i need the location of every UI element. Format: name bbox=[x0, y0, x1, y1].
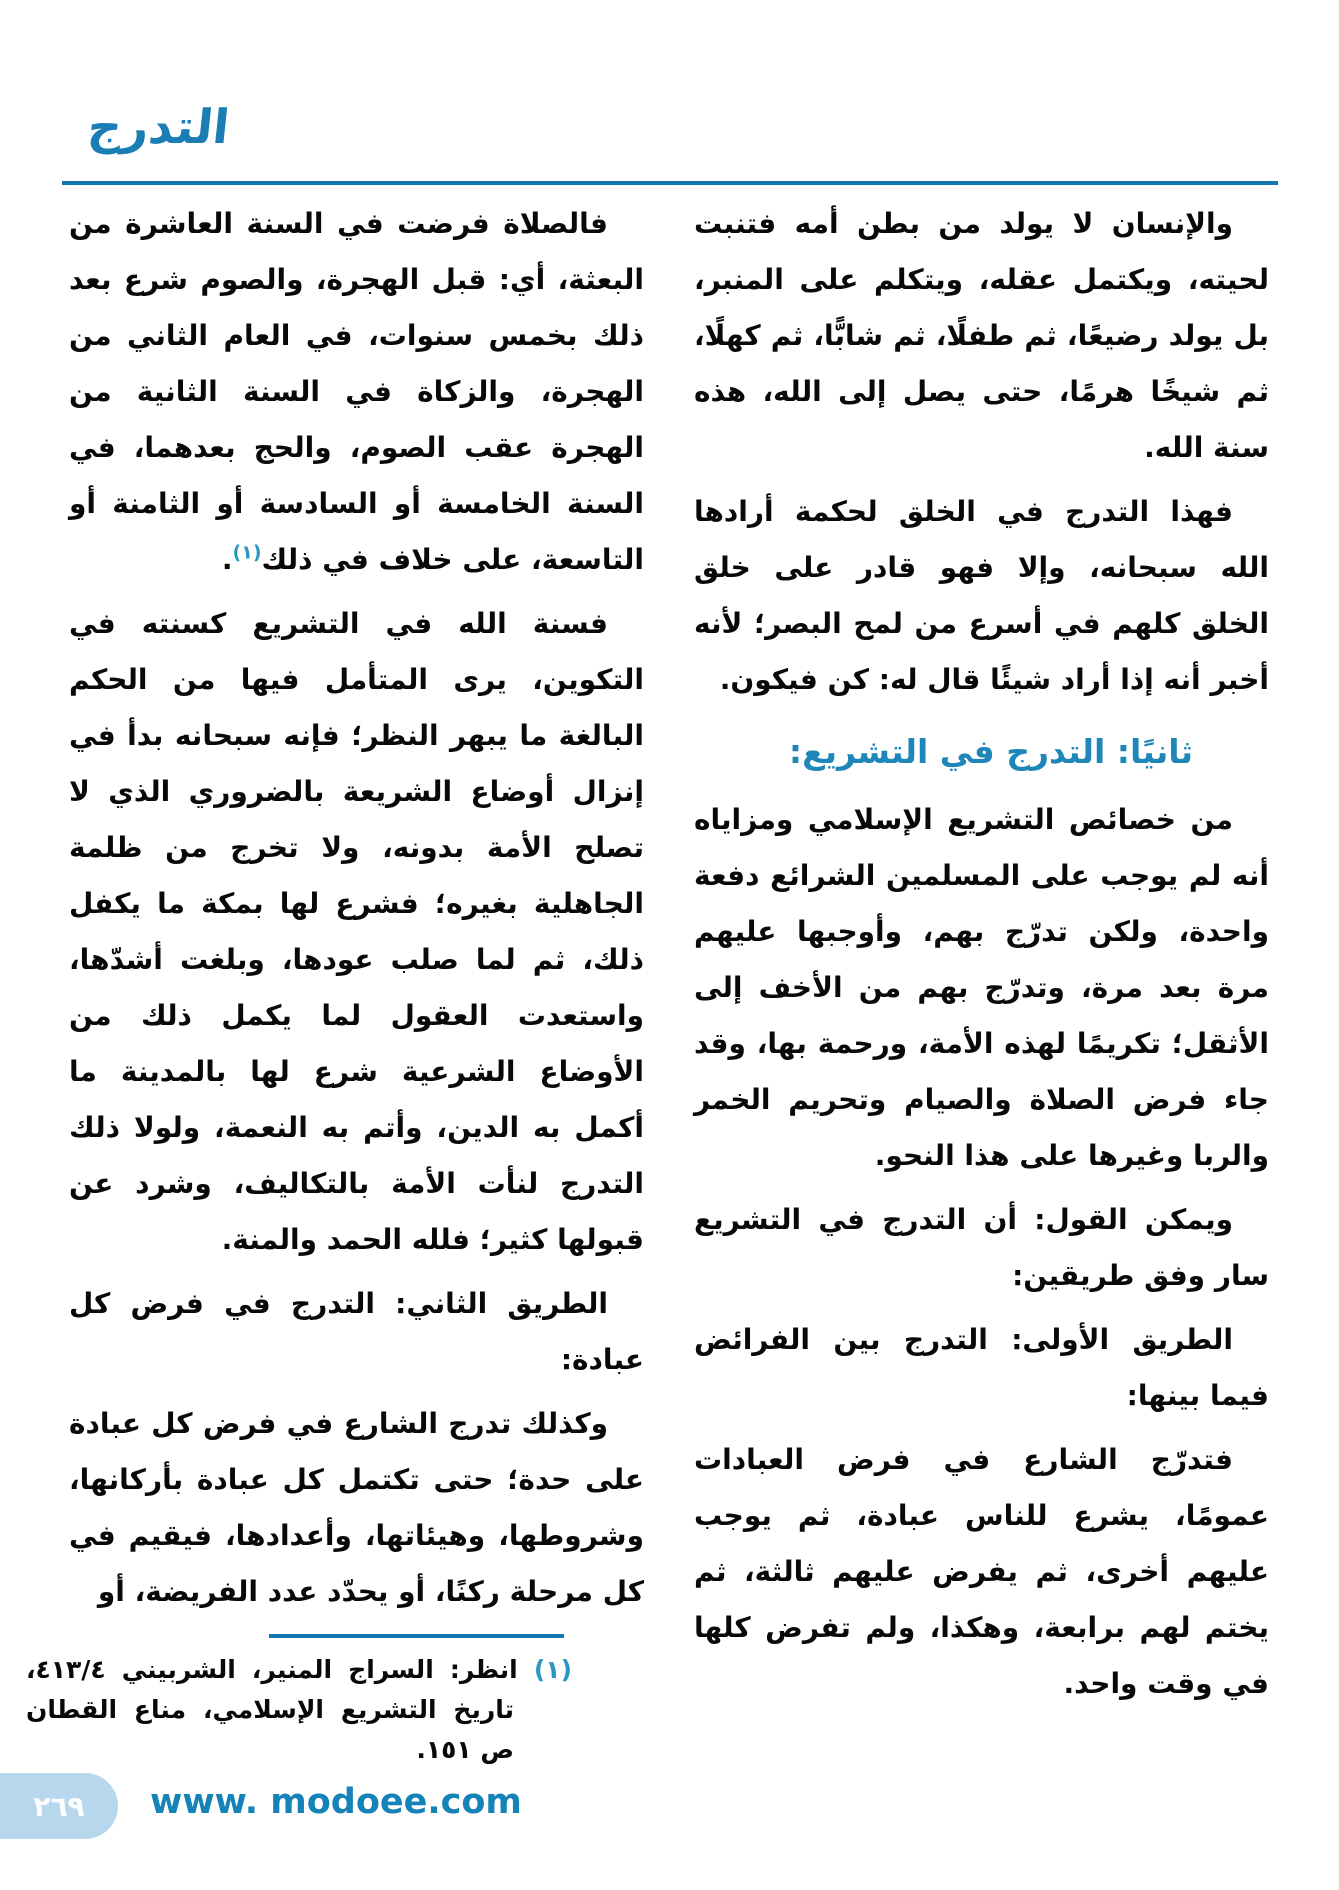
paragraph-lead: الطريق الأولى: bbox=[1011, 1323, 1233, 1356]
footnote-text: انظر: السراج المنير، الشربيني ٤١٣/٤، تاريخ التشريع الإسلامي، مناع القطان ص ١٥١. bbox=[26, 1655, 534, 1764]
text-columns bbox=[26, 196, 1269, 1770]
page-number: ٢٦٩ bbox=[33, 1789, 85, 1823]
paragraph-text: التدرج في فرض كل عبادة: bbox=[69, 1287, 644, 1376]
footnote bbox=[26, 1650, 572, 1770]
page-number-badge bbox=[0, 1773, 118, 1839]
paragraph: ويمكن القول: أن التدرج في التشريع سار وفق طريقين: bbox=[694, 1203, 1269, 1292]
paragraph: والإنسان لا يولد من بطن أمه فتنبت لحيته، ويكتمل عقله، ويتكلم على المنبر، بل يولد رضيعًا، ثم طفلًا، ثم شابًّا، ثم كهلًا، ثم شيخًا هرمًا، حتى يصل إلى الله، هذه سنة الله. bbox=[694, 207, 1269, 464]
website-url[interactable]: www. modoee.com bbox=[150, 1782, 522, 1822]
section-heading-tadarruj-tashri: ثانيًا: التدرج في التشريع: bbox=[788, 732, 1193, 771]
column-left bbox=[26, 196, 644, 1770]
footnote-reference: (١) bbox=[232, 541, 262, 564]
paragraph-first-path bbox=[694, 1312, 1269, 1424]
paragraph-with-footnote bbox=[69, 196, 644, 588]
paragraph: من خصائص التشريع الإسلامي ومزاياه أنه لم يوجب على المسلمين الشرائع دفعة واحدة، ولكن تدرّج بهم، وأوجبها عليهم مرة بعد مرة، وتدرّج بهم من الأخف إلى الأثقل؛ تكريمًا لهذه الأمة، ورحمة بها، وقد جاء فرض الصلاة والصيام وتحريم الخمر والربا وغيرها على هذا النحو. bbox=[694, 803, 1269, 1172]
paragraph: فتدرّج الشارع في فرض العبادات عمومًا، يشرع للناس عبادة، ثم يوجب عليهم أخرى، ثم يفرض عليهم ثالثة، ثم يختم لهم برابعة، وهكذا، ولم تفرض كلها في وقت واحد. bbox=[694, 1443, 1269, 1700]
sentence-end: . bbox=[221, 543, 233, 576]
book-title-logo: التدرج bbox=[85, 100, 232, 155]
paragraph-text: التدرج بين الفرائض فيما بينها: bbox=[694, 1323, 1269, 1412]
header-divider bbox=[62, 181, 1278, 185]
paragraph-text: فالصلاة فرضت في السنة العاشرة من البعثة، أي: قبل الهجرة، والصوم شرع بعد ذلك بخمس سنوات، في العام الثاني من الهجرة، والزكاة في السنة الثانية من الهجرة عقب الصوم، والحج بعدهما، في السنة الخامسة أو السادسة أو الثامنة أو التاسعة، على خلاف في ذلك bbox=[69, 207, 644, 576]
column-right bbox=[694, 196, 1269, 1770]
paragraph-second-path bbox=[69, 1276, 644, 1388]
paragraph: فسنة الله في التشريع كسنته في التكوين، يرى المتأمل فيها من الحكم البالغة ما يبهر النظر؛ فإنه سبحانه بدأ في إنزال أوضاع الشريعة بالضروري الذي لا تصلح الأمة بدونه، ولا تخرج من ظلمة الجاهلية بغيره؛ فشرع لها بمكة ما يكفل ذلك، ثم لما صلب عودها، وبلغت أشدّها، واستعدت العقول لما يكمل ذلك من الأوضاع الشرعية شرع لها بالمدينة ما أكمل به الدين، وأتم به النعمة، ولولا ذلك التدرج لنأت الأمة بالتكاليف، وشرد عن قبولها كثير؛ فلله الحمد والمنة. bbox=[69, 607, 644, 1256]
paragraph: وكذلك تدرج الشارع في فرض كل عبادة على حدة؛ حتى تكتمل كل عبادة بأركانها، وشروطها، وهيئاتها، وأعدادها، فيقيم في كل مرحلة ركنًا، أو يحدّد عدد الفريضة، أو bbox=[69, 1407, 644, 1608]
footnote-divider bbox=[269, 1634, 564, 1638]
paragraph: فهذا التدرج في الخلق لحكمة أرادها الله سبحانه، وإلا فهو قادر على خلق الخلق كلهم في أسرع من لمح البصر؛ لأنه أخبر أنه إذا أراد شيئًا قال له: كن فيكون. bbox=[694, 495, 1269, 696]
paragraph-lead: الطريق الثاني: bbox=[395, 1287, 608, 1320]
footnote-marker: (١) bbox=[533, 1655, 572, 1684]
